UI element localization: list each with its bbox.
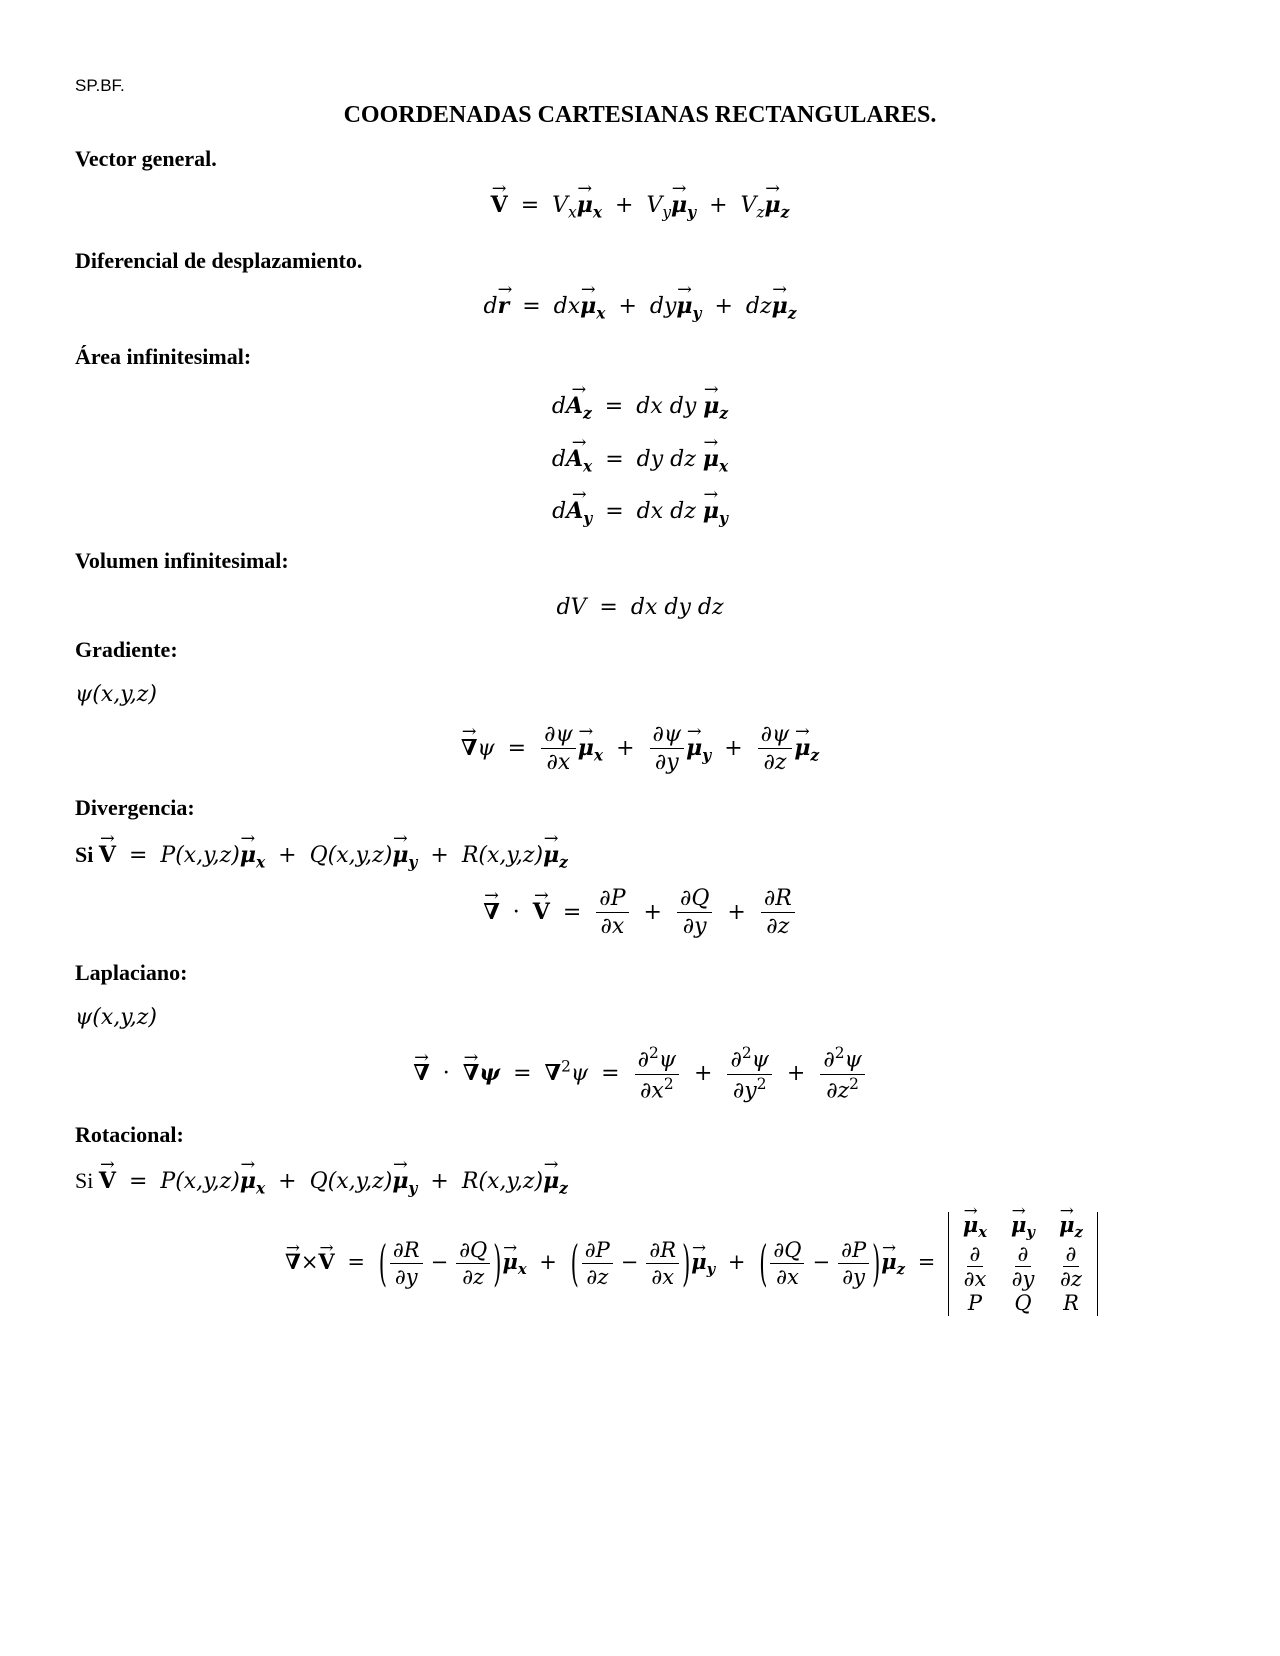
heading-curl: Rotacional:	[75, 1122, 184, 1147]
equation-divergence: → ∇ · → V = $\frac{\partial P}{\partial x}$ + $\frac{\partial Q}{\partial y}$ + $\frac{\partial R}{\partial z}$	[0, 886, 1280, 940]
equation-area-z: $d\to A_z$ = dx dy → $\mu_z$	[0, 393, 1280, 422]
equation-laplacian: → ∇ · → ∇ψ = ∇$^2$ψ = $\frac{\partial^2\psi}{\partial x^2}$ + $\frac{\partial^2\psi}{\partial y^2}$ + $\frac{\partial^2\psi}{\partial z^2}$	[0, 1045, 1280, 1104]
equation-area-x: $d\to A_x$ = dy dz → $\mu_x$	[0, 446, 1280, 475]
vector-field-definition-curl: $Si \to V = P(x,y,z)\to \mu_x + Q(x,y,z)\to \mu_y + R(x,y,z)\to \mu_z$	[75, 1168, 568, 1197]
heading-vector-general: Vector general.	[75, 146, 217, 171]
vector-A-x: → $A_x$	[566, 446, 592, 475]
heading-divergence: Divergencia:	[75, 795, 195, 820]
equation-curl: → ∇×→ V = ( $\frac{\partial R}{\partial y}$ − $\frac{\partial Q}{\partial z}$ )→ $\mu_x$ + ( $\frac{\partial P}{\partial z}$ − $\frac{\partial R}{\partial x}$ )→ $\mu_y$ + ( $\frac{\partial Q}{\partial x}$ − $\frac{\partial P}{\partial y}$ )→ $\mu_z$ = → $\mu_x$ → $\mu_y$ → $\mu_z$ $\frac{\partial}{\partial x}$ $\frac{\partial}{\partial y}$ $\frac{\partial}{\partial z}$ P Q R	[285, 1212, 1098, 1316]
vector-A-y: → $A_y$	[566, 498, 592, 527]
header-tag: SP.BF.	[75, 76, 125, 95]
equation-vector-general: → $V = V_x\to \mu_x + V_y\to \mu_y + V_z\to \mu_z$	[0, 192, 1280, 221]
equation-displacement: $d\to r = dx\to \mu_x + dy\to \mu_y + dz\to \mu_z$	[0, 293, 1280, 322]
equation-volume: dV = dx dy dz	[556, 595, 724, 620]
equation-area-y: $d\to A_y$ = dx dz → $\mu_y$	[0, 498, 1280, 527]
heading-displacement: Diferencial de desplazamiento.	[75, 248, 363, 273]
psi-function-gradient: ψ(x,y,z)	[75, 682, 157, 707]
page-title: COORDENADAS CARTESIANAS RECTANGULARES.	[343, 102, 937, 128]
vector-field-definition-divergence: $Si \to V = P(x,y,z)\to \mu_x + Q(x,y,z)\to \mu_y + R(x,y,z)\to \mu_z$	[75, 842, 568, 871]
heading-laplacian: Laplaciano:	[75, 960, 188, 985]
heading-gradient: Gradiente:	[75, 637, 178, 662]
heading-volume: Volumen infinitesimal:	[75, 548, 289, 573]
curl-determinant: → $\mu_x$ → $\mu_y$ → $\mu_z$ $\frac{\partial}{\partial x}$ $\frac{\partial}{\partial y}$ $\frac{\partial}{\partial z}$ P Q R	[948, 1212, 1098, 1316]
vector-A-z: → $A_z$	[566, 393, 592, 422]
heading-area: Área infinitesimal:	[75, 344, 252, 369]
psi-function-laplacian: ψ(x,y,z)	[75, 1005, 157, 1030]
equation-gradient: → ∇ψ = $\frac{\partial\psi}{\partial x}$ → $\mu_x$ + $\frac{\partial\psi}{\partial y}$ → $\mu_y$ + $\frac{\partial\psi}{\partial z}$ → $\mu_z$	[0, 722, 1280, 776]
